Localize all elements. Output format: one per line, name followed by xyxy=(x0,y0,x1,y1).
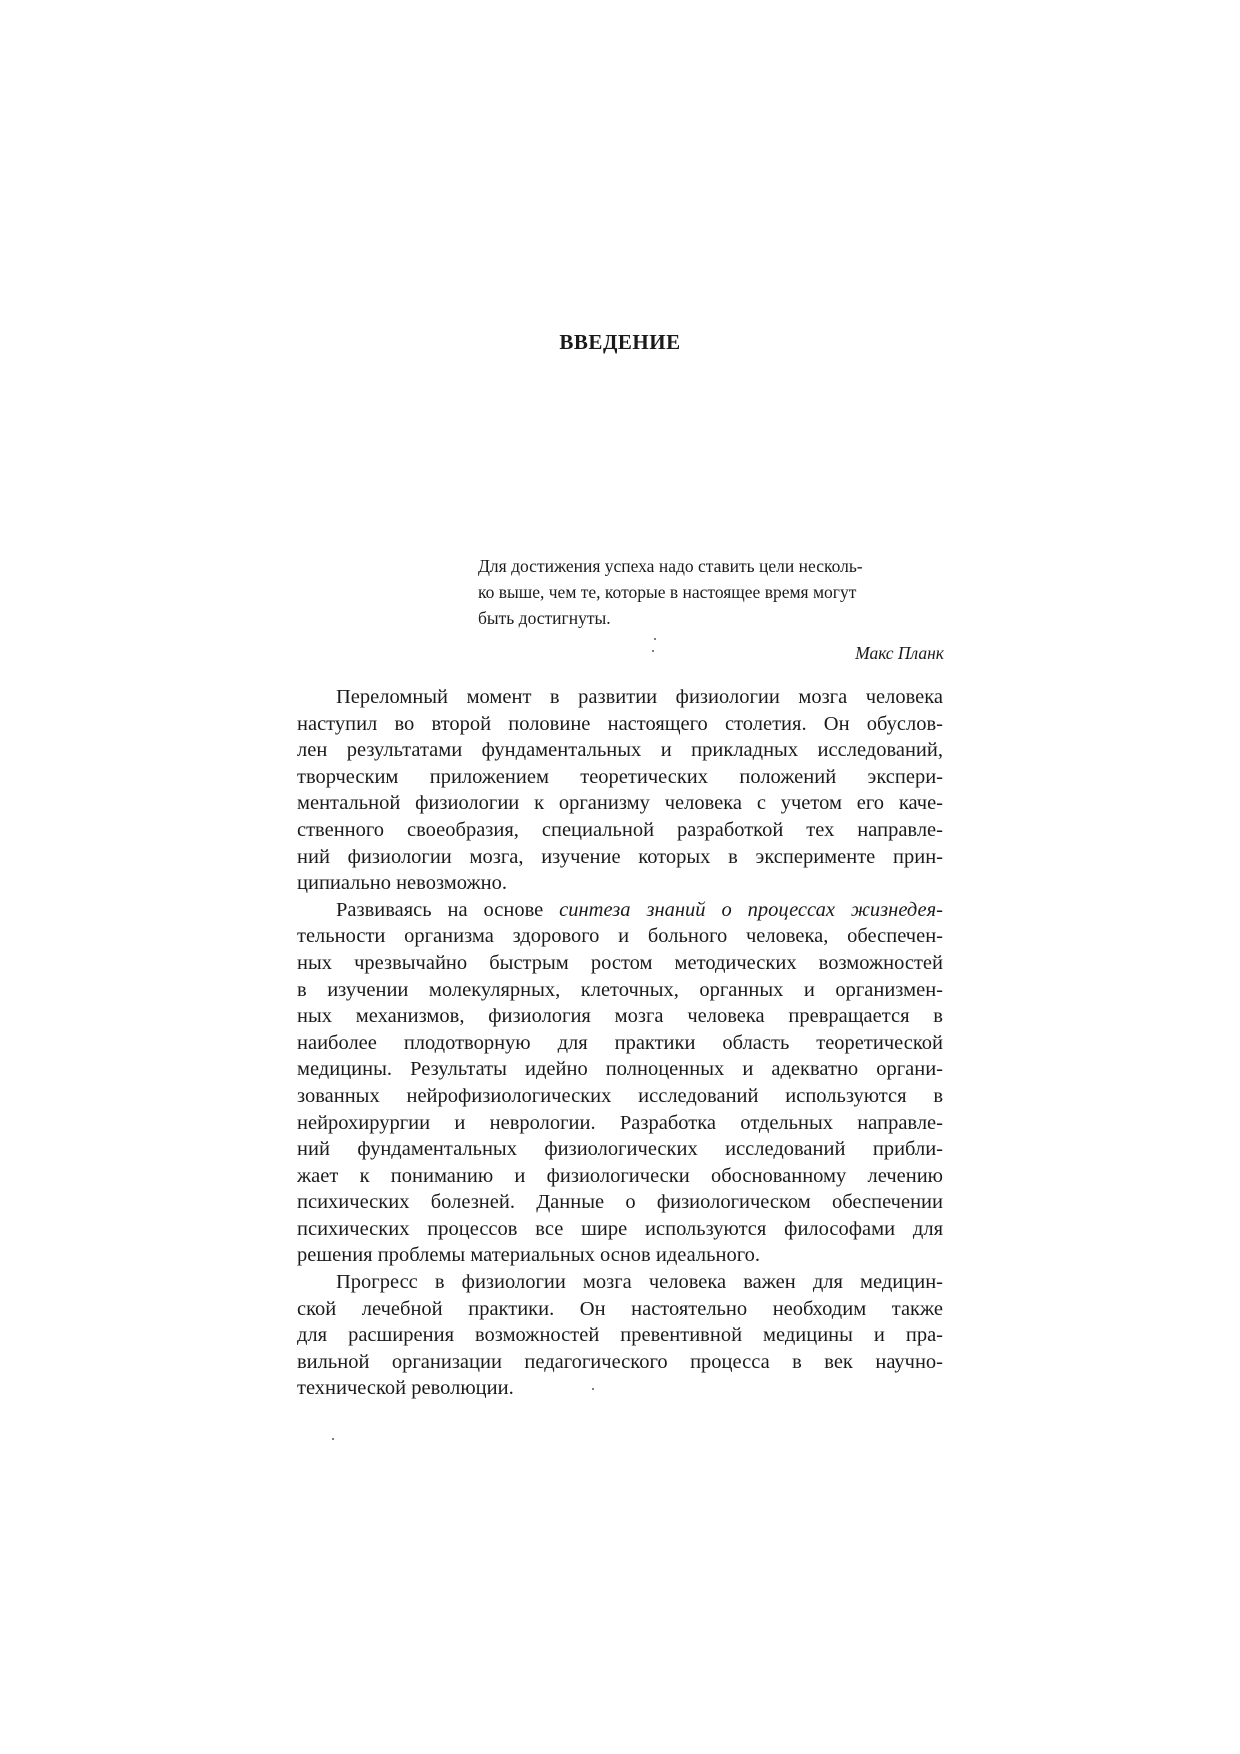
epigraph-line: быть достигнуты. xyxy=(478,608,611,628)
paragraph-2-line: жает к пониманию и физиологически обоснованному лечению xyxy=(297,1164,943,1187)
paragraph-2-line: психических процессов все шире используются философами для xyxy=(297,1217,943,1240)
paragraph-1-line: ний физиологии мозга, изучение которых в эксперименте прин- xyxy=(297,845,943,868)
paragraph-2-lead-text: Развиваясь на основе xyxy=(336,898,544,921)
epigraph xyxy=(478,553,944,631)
paragraph-3-line: Прогресс в физиологии мозга человека важен для медицин- xyxy=(336,1271,943,1294)
paragraph-1-line: Переломный момент в развитии физиологии мозга человека xyxy=(336,686,943,708)
paragraph-2-line: зованных нейрофизиологических исследований используются в xyxy=(297,1084,943,1107)
epigraph-line: ко выше, чем те, которые в настоящее время могут xyxy=(478,582,857,602)
paragraph-1-line: ципиально невозможно. xyxy=(297,872,507,895)
paragraph-1-line: наступил во второй половине настоящего столетия. Он обуслов- xyxy=(297,712,943,735)
paragraph-3-line: технической революции. xyxy=(297,1377,514,1400)
paragraph-3-line: вильной организации педагогического процесса в век научно- xyxy=(297,1350,943,1373)
paragraph-2-line: ных механизмов, физиология мозга человека превращается в xyxy=(297,1005,943,1028)
paragraph-2-first-line xyxy=(297,897,943,924)
paragraph-2-line: наиболее плодотворную для практики область теоретической xyxy=(297,1031,943,1054)
epigraph-author: Макс Планк xyxy=(855,643,944,663)
paragraph-2-line: ных чрезвычайно быстрым ростом методических возможностей xyxy=(297,951,943,974)
scan-speck xyxy=(652,650,654,652)
paragraph-2-line: психических болезней. Данные о физиологическом обеспечении xyxy=(297,1191,943,1214)
paragraph-1-line: ственного своеобразия, специальной разработкой тех направле- xyxy=(297,818,943,841)
scan-speck xyxy=(654,638,656,640)
paragraph-1-line: творческим приложением теоретических положений экспери- xyxy=(297,765,943,788)
epigraph-line: Для достижения успеха надо ставить цели несколь- xyxy=(478,556,863,576)
paragraph-1-line: ментальной физиологии к организму человека с учетом его каче- xyxy=(297,792,943,815)
chapter-heading: ВВЕДЕНИЕ xyxy=(559,330,681,354)
paragraph-2-line: решения проблемы материальных основ идеального. xyxy=(297,1244,760,1267)
scan-speck xyxy=(332,1438,334,1440)
paragraph-1-line: лен результатами фундаментальных и прикладных исследований, xyxy=(297,739,943,762)
paragraph-3-line: ской лечебной практики. Он настоятельно необходим также xyxy=(297,1297,943,1320)
paragraph-2-line: в изучении молекулярных, клеточных, органных и организмен- xyxy=(297,978,943,1001)
paragraph-2-line: нейрохирургии и неврологии. Разработка отдельных направле- xyxy=(297,1111,943,1134)
paragraph-2-italic-text: синтеза знаний о процессах жизнедея- xyxy=(559,898,943,921)
paragraph-2-line: тельности организма здорового и больного человека, обеспечен- xyxy=(297,925,943,948)
paragraph-2-line: ний фундаментальных физиологических исследований прибли- xyxy=(297,1138,943,1161)
body-text xyxy=(297,684,943,1402)
paragraph-2-line: медицины. Результаты идейно полноценных и адекватно органи- xyxy=(297,1058,943,1081)
scan-speck xyxy=(592,1388,594,1390)
paragraph-3-line: для расширения возможностей превентивной медицины и пра- xyxy=(297,1324,943,1347)
